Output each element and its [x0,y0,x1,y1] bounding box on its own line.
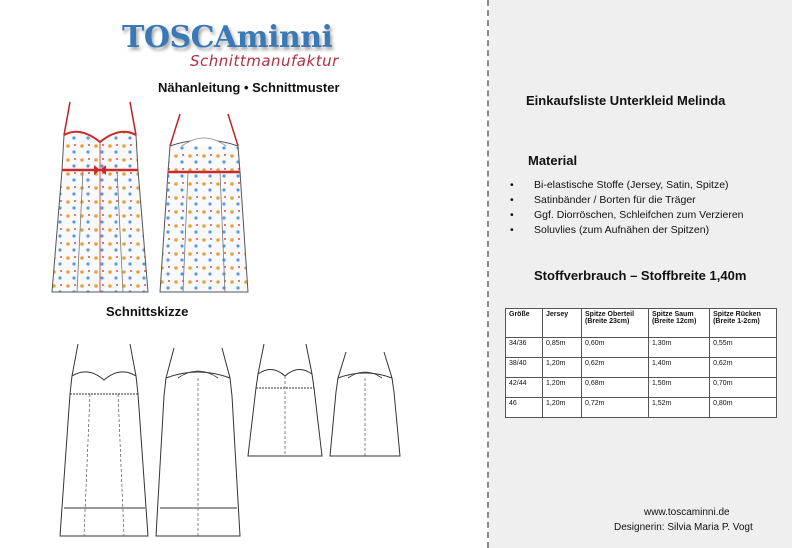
column-header: Spitze Saum (Breite 12cm) [648,309,709,338]
table-cell: 1,20m [543,398,582,418]
table-cell: 1,52m [648,398,709,418]
brand-tagline: Schnittmanufaktur [190,52,339,70]
table-cell: 0,72m [582,398,649,418]
table-cell: 42/44 [506,378,543,398]
table-cell: 0,70m [710,378,777,398]
material-item: • Satinbänder / Borten für die Träger [508,193,744,208]
sketch-long-front [56,342,152,542]
material-item: • Bi-elastische Stoffe (Jersey, Satin, Spitze) [508,178,744,193]
material-list [508,178,744,238]
material-item: • Ggf. Diorröschen, Schleifchen zum Verzieren [508,208,744,223]
sketch-long-back [152,346,244,542]
brand-logo [120,18,370,78]
table-cell: 1,30m [648,338,709,358]
sketch-title: Schnittskizze [106,304,189,319]
table-row [506,338,777,358]
designer-credit: Designerin: Silvia Maria P. Vogt [614,522,753,533]
sketch-short-front [244,342,326,462]
table-header-row [506,309,777,338]
table-row [506,358,777,378]
table-row [506,378,777,398]
fabric-consumption-heading: Stoffverbrauch – Stoffbreite 1,40m [534,268,747,283]
table-cell: 0,68m [582,378,649,398]
dress-front-illustration [50,100,150,300]
column-header: Spitze Oberteil (Breite 23cm) [582,309,649,338]
table-cell: 0,62m [710,358,777,378]
brand-name: TOSCAminni [122,20,333,55]
page-subtitle: Nähanleitung • Schnittmuster [158,80,340,95]
column-header: Jersey [543,309,582,338]
table-cell: 0,62m [582,358,649,378]
table-cell: 0,55m [710,338,777,358]
table-cell: 1,50m [648,378,709,398]
table-cell: 34/36 [506,338,543,358]
sketch-short-back [326,350,404,462]
table-cell: 46 [506,398,543,418]
table-cell: 1,40m [648,358,709,378]
column-header: Spitze Rücken (Breite 1-2cm) [710,309,777,338]
material-item: • Soluvlies (zum Aufnähen der Spitzen) [508,223,744,238]
table-cell: 1,20m [543,358,582,378]
table-row [506,398,777,418]
table-cell: 38/40 [506,358,543,378]
column-header: Größe [506,309,543,338]
table-cell: 0,80m [710,398,777,418]
dress-back-illustration [158,110,250,300]
fabric-table [505,308,777,418]
material-heading: Material [528,153,578,168]
table-cell: 0,60m [582,338,649,358]
website-link[interactable]: www.toscaminni.de [644,507,730,518]
table-cell: 1,20m [543,378,582,398]
shopping-list-title: Einkaufsliste Unterkleid Melinda [526,93,726,108]
table-cell: 0,85m [543,338,582,358]
